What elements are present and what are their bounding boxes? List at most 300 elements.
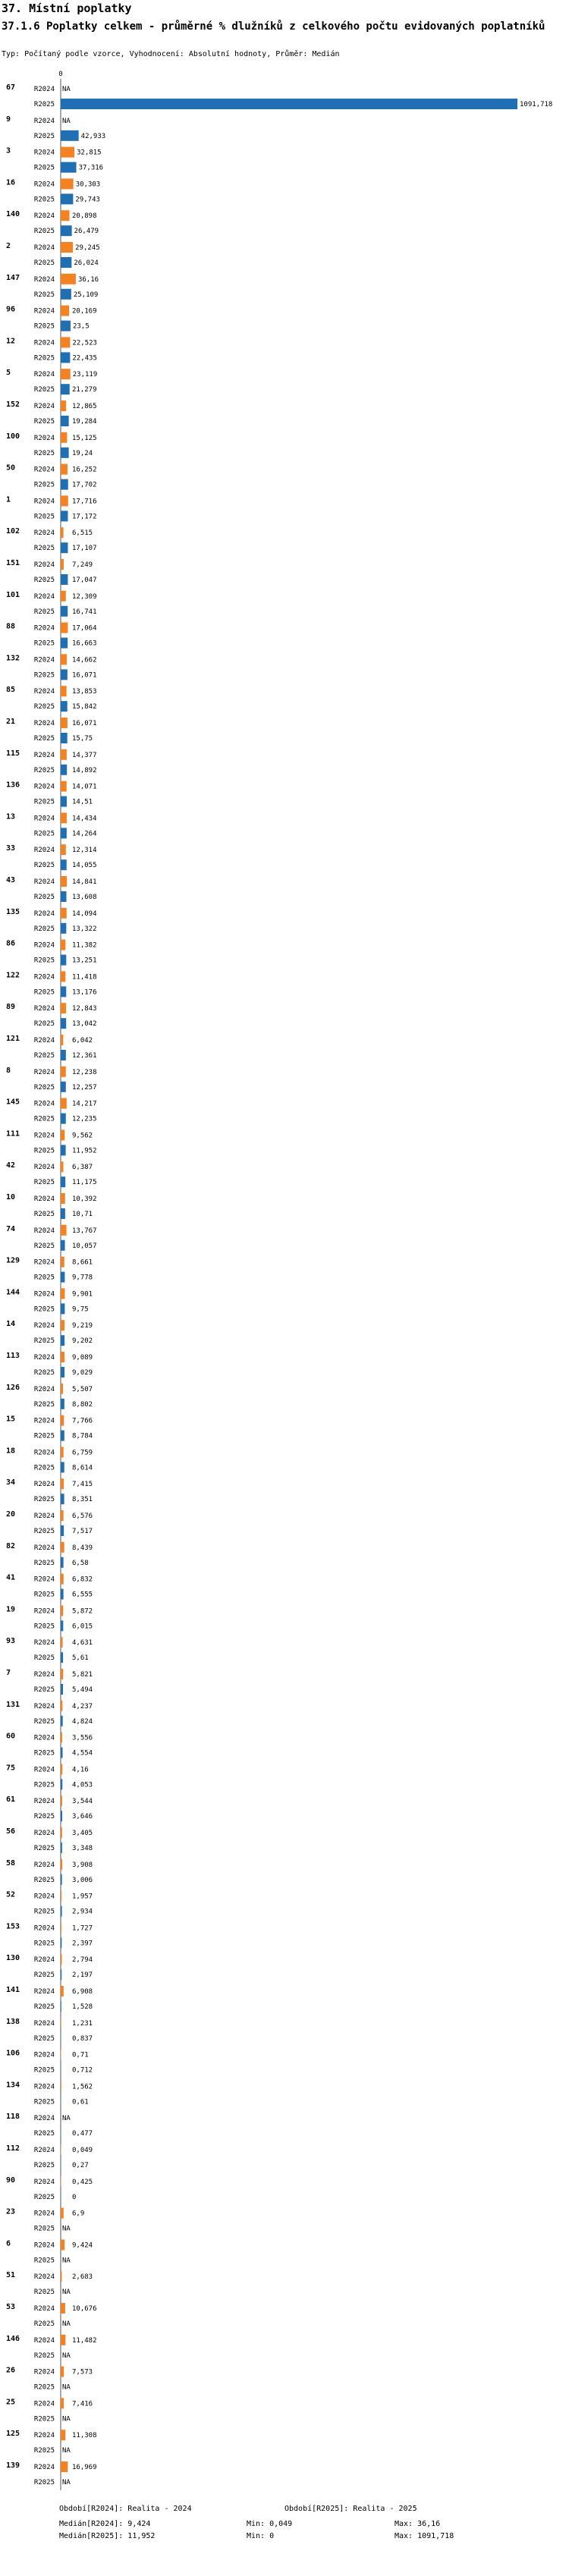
value-label: 11,175 [72, 1179, 97, 1187]
series-label: R2025 [33, 1147, 55, 1155]
series-label: R2024 [33, 592, 55, 601]
row-id-label: 33 [6, 844, 16, 853]
bar-r2024 [61, 1986, 64, 1996]
min-2024: Min: 0,049 [247, 2520, 293, 2528]
value-label: 15,75 [72, 735, 93, 743]
value-label: 29,743 [75, 196, 100, 204]
bar-r2025 [61, 1620, 63, 1631]
value-label: 32,815 [77, 149, 102, 157]
bar-r2025 [61, 510, 68, 521]
series-label: R2024 [33, 403, 55, 410]
value-label: NA [62, 2447, 71, 2455]
series-label: R2024 [33, 339, 55, 347]
series-label: R2024 [33, 878, 55, 886]
row-id-label: 9 [6, 115, 11, 124]
bar-r2024 [61, 210, 70, 221]
row-id-label: 90 [6, 2175, 16, 2185]
bar-r2025 [61, 923, 66, 934]
bar-r2024 [61, 1701, 62, 1711]
bar-r2024 [61, 718, 68, 728]
series-label: R2024 [33, 1702, 55, 1711]
series-label: R2024 [33, 2305, 55, 2313]
value-label: 14,841 [72, 878, 97, 886]
row-id-label: 136 [6, 781, 20, 790]
series-label: R2024 [33, 1354, 55, 1362]
median-2025: Medián[R2025]: 11,952 [59, 2532, 156, 2540]
value-label: 12,314 [72, 847, 97, 855]
row-id-label: 96 [6, 305, 16, 314]
value-label: 29,245 [75, 244, 100, 252]
bar-r2024 [61, 1098, 67, 1109]
bar-r2025 [61, 225, 72, 236]
value-label: 4,237 [72, 1702, 93, 1711]
value-label: 9,901 [72, 1290, 93, 1299]
series-label: R2024 [33, 149, 55, 157]
bar-r2025 [61, 1208, 65, 1219]
series-label: R2024 [33, 1861, 55, 1869]
series-label: R2024 [33, 1734, 55, 1742]
series-label: R2024 [33, 2336, 55, 2345]
series-label: R2025 [33, 1242, 55, 1250]
value-label: 12,238 [72, 1068, 97, 1076]
value-label: 10,676 [72, 2305, 97, 2313]
legend-period-2025: Období[R2025]: Realita - 2025 [284, 2505, 417, 2513]
value-label: NA [62, 2351, 71, 2360]
series-label: R2024 [33, 561, 55, 569]
series-label: R2024 [33, 1956, 55, 1965]
bar-r2025 [61, 1557, 64, 1568]
series-label: R2024 [33, 1988, 55, 1996]
series-label: R2025 [33, 1528, 55, 1535]
value-label: 16,071 [72, 720, 97, 727]
bar-r2024 [61, 337, 70, 347]
row-id-label: 60 [6, 1732, 16, 1741]
series-label: R2024 [33, 212, 55, 221]
value-label: 0,71 [72, 2051, 89, 2059]
series-label: R2025 [33, 703, 55, 712]
value-label: 12,257 [72, 1083, 97, 1092]
bar-r2024 [61, 432, 67, 443]
series-label: R2025 [33, 1052, 55, 1060]
bar-r2024 [61, 1954, 62, 1965]
row-id-label: 132 [6, 654, 20, 663]
series-label: R2025 [33, 1559, 55, 1567]
series-label: R2025 [33, 1369, 55, 1377]
row-id-label: 100 [6, 432, 20, 441]
row-id-label: 10 [6, 1193, 16, 1202]
row-id-label: 85 [6, 686, 16, 695]
bar-r2024 [61, 591, 66, 602]
value-label: 22,523 [72, 339, 97, 347]
value-label: 8,614 [72, 1464, 93, 1472]
axis-tick-label: 0 [58, 71, 63, 78]
value-label: 1,231 [72, 2019, 93, 2028]
bar-r2025 [61, 986, 66, 997]
series-label: R2024 [33, 1798, 55, 1806]
value-label: 6,58 [72, 1559, 89, 1567]
series-label: R2024 [33, 181, 55, 189]
series-label: R2024 [33, 1481, 55, 1489]
value-label: 14,094 [72, 909, 97, 918]
series-label: R2025 [33, 639, 55, 648]
value-label: 25,109 [73, 291, 99, 299]
value-label: 16,663 [72, 639, 97, 648]
row-id-label: 20 [6, 1510, 16, 1519]
bar-r2025 [61, 1272, 64, 1283]
row-id-label: 126 [6, 1383, 20, 1392]
series-label: R2025 [33, 132, 55, 140]
value-label: 12,361 [72, 1052, 97, 1060]
value-label: 2,794 [72, 1956, 93, 1965]
series-label: R2025 [33, 2479, 55, 2486]
value-label: 4,053 [72, 1781, 93, 1789]
series-label: R2025 [33, 1717, 55, 1726]
row-id-label: 151 [6, 559, 20, 567]
bar-r2024 [61, 2461, 68, 2472]
bar-r2025 [61, 1811, 62, 1821]
row-id-label: 18 [6, 1447, 16, 1456]
series-label: R2024 [33, 1322, 55, 1330]
value-label: 1,957 [72, 1893, 93, 1901]
value-label: 14,51 [72, 798, 93, 806]
series-label: R2025 [33, 1813, 55, 1821]
value-label: 1,562 [72, 2083, 93, 2091]
bar-r2025 [61, 606, 68, 617]
series-label: R2025 [33, 101, 55, 108]
series-label: R2025 [33, 1083, 55, 1092]
bar-r2024 [61, 1320, 64, 1330]
row-id-label: 122 [6, 971, 20, 980]
row-id-label: 147 [6, 273, 20, 282]
series-label: R2024 [33, 371, 55, 379]
value-label: 3,556 [72, 1734, 93, 1742]
series-label: R2024 [33, 1924, 55, 1933]
value-label: 6,832 [72, 1575, 93, 1584]
series-label: R2024 [33, 1766, 55, 1774]
value-label: 6,576 [72, 1513, 93, 1520]
row-id-label: 125 [6, 2430, 20, 2439]
series-label: R2025 [33, 894, 55, 901]
row-id-label: 14 [6, 1320, 16, 1329]
bar-r2024 [61, 559, 64, 570]
value-label: 14,892 [72, 766, 97, 774]
row-id-label: 67 [6, 83, 16, 92]
value-label: 0 [72, 2193, 77, 2201]
row-id-label: 53 [6, 2303, 16, 2311]
value-label: 17,107 [72, 545, 97, 553]
series-label: R2024 [33, 2400, 55, 2408]
series-label: R2025 [33, 196, 55, 204]
value-label: 6,515 [72, 529, 93, 538]
value-label: 13,767 [72, 1227, 97, 1235]
series-label: R2025 [33, 1115, 55, 1123]
bar-r2024 [61, 749, 67, 760]
series-label: R2024 [33, 1100, 55, 1108]
value-label: 9,202 [72, 1337, 93, 1346]
bar-r2025 [61, 1684, 63, 1695]
bar-r2025 [61, 1240, 65, 1251]
value-label: 13,853 [72, 688, 97, 696]
value-label: 6,9 [72, 2210, 85, 2218]
value-label: 9,75 [72, 1305, 89, 1314]
row-id-label: 51 [6, 2271, 16, 2280]
series-label: R2024 [33, 1544, 55, 1552]
value-label: 8,439 [72, 1544, 93, 1552]
bar-r2024 [61, 623, 68, 633]
row-id-label: 112 [6, 2144, 20, 2153]
value-label: 3,646 [72, 1813, 93, 1821]
series-label: R2024 [33, 1575, 55, 1584]
bar-r2024 [61, 1035, 63, 1045]
bar-r2025 [61, 955, 66, 966]
row-id-label: 152 [6, 401, 20, 409]
value-label: 8,784 [72, 1432, 93, 1440]
value-label: 13,608 [72, 894, 97, 901]
value-label: 13,042 [72, 1020, 97, 1029]
series-label: R2025 [33, 1749, 55, 1758]
series-label: R2024 [33, 1068, 55, 1076]
value-label: 6,015 [72, 1623, 93, 1631]
bar-r2024 [61, 1225, 67, 1236]
value-label: 17,047 [72, 576, 97, 584]
value-label: 8,351 [72, 1496, 93, 1504]
row-id-label: 56 [6, 1827, 16, 1836]
value-label: 16,741 [72, 608, 97, 616]
bar-r2024 [61, 2303, 65, 2314]
bar-r2024 [61, 2239, 64, 2250]
bar-r2024 [61, 401, 66, 411]
series-label: R2025 [33, 1591, 55, 1599]
series-label: R2025 [33, 576, 55, 584]
row-id-label: 153 [6, 1922, 20, 1931]
row-id-label: 58 [6, 1858, 16, 1868]
chart-subtitle: Typ: Počítaný podle vzorce, Vyhodnocení: Absolutní hodnoty, Průměr: Medián [2, 50, 340, 58]
value-label: 23,119 [72, 371, 98, 379]
bar-r2024 [61, 876, 67, 887]
value-label: 11,952 [72, 1147, 97, 1155]
series-label: R2025 [33, 1211, 55, 1218]
value-label: NA [62, 2289, 71, 2297]
row-id-label: 43 [6, 876, 16, 884]
value-label: 11,308 [72, 2432, 97, 2440]
value-label: 7,416 [72, 2400, 93, 2408]
value-label: 1,727 [72, 1924, 93, 1933]
row-id-label: 113 [6, 1352, 20, 1360]
value-label: 42,933 [80, 132, 106, 140]
series-label: R2025 [33, 2130, 55, 2138]
series-label: R2025 [33, 2225, 55, 2233]
chart-title: 37.1.6 Poplatky celkem - průměrné % dlužníků z celkového počtu evidovaných poplatníků [2, 20, 545, 33]
series-label: R2025 [33, 1971, 55, 1980]
series-label: R2025 [33, 1496, 55, 1504]
series-label: R2024 [33, 466, 55, 474]
value-label: 0,425 [72, 2178, 93, 2186]
series-label: R2024 [33, 2210, 55, 2218]
bar-r2024 [61, 1257, 64, 1268]
series-label: R2024 [33, 2115, 55, 2123]
bar-r2025 [61, 1462, 64, 1472]
value-label: 7,249 [72, 561, 93, 569]
series-label: R2025 [33, 1845, 55, 1852]
bar-r2024 [61, 1129, 64, 1140]
value-label: 4,631 [72, 1639, 93, 1648]
series-label: R2024 [33, 2178, 55, 2186]
series-label: R2024 [33, 656, 55, 664]
value-label: 8,802 [72, 1400, 93, 1409]
series-label: R2024 [33, 434, 55, 442]
value-label: 23,5 [72, 322, 90, 331]
row-id-label: 61 [6, 1795, 16, 1805]
bar-r2024 [61, 242, 73, 253]
bar-r2025 [61, 1303, 64, 1314]
value-label: 6,555 [72, 1591, 93, 1599]
series-label: R2024 [33, 2147, 55, 2154]
series-label: R2025 [33, 957, 55, 965]
series-label: R2024 [33, 275, 55, 284]
bar-r2024 [61, 1447, 64, 1457]
series-label: R2025 [33, 671, 55, 680]
series-label: R2024 [33, 1037, 55, 1045]
series-label: R2024 [33, 1893, 55, 1901]
value-label: 14,217 [72, 1100, 97, 1108]
series-label: R2024 [33, 2051, 55, 2059]
series-label: R2025 [33, 862, 55, 870]
bar-r2025 [61, 891, 67, 902]
value-label: 6,908 [72, 1988, 93, 1996]
row-id-label: 2 [6, 242, 11, 250]
series-label: R2024 [33, 1513, 55, 1520]
max-2024: Max: 36,16 [395, 2520, 441, 2528]
value-label: 11,382 [72, 941, 97, 950]
value-label: 7,415 [72, 1481, 93, 1489]
value-label: 12,865 [72, 403, 97, 410]
bar-r2025 [61, 1431, 64, 1441]
bar-r2025 [61, 1779, 62, 1789]
bar-r2024 [61, 781, 67, 792]
series-label: R2025 [33, 988, 55, 997]
series-label: R2025 [33, 2034, 55, 2043]
bar-r2024 [61, 686, 67, 696]
bar-r2025 [61, 1842, 62, 1853]
bar-r2025 [61, 1716, 63, 1726]
series-label: R2025 [33, 1020, 55, 1029]
bar-r2024 [61, 1542, 64, 1553]
value-label: 3,544 [72, 1798, 93, 1806]
value-label: NA [62, 2479, 71, 2486]
series-label: R2025 [33, 259, 55, 267]
value-label: 12,235 [72, 1115, 97, 1123]
bar-r2024 [61, 654, 67, 664]
value-label: 9,424 [72, 2241, 93, 2250]
bar-r2025 [61, 352, 70, 363]
value-label: 0,712 [72, 2066, 93, 2075]
value-label: 26,024 [74, 259, 99, 267]
bar-r2024 [61, 306, 69, 316]
bar-r2024 [61, 369, 71, 379]
value-label: 14,377 [72, 751, 97, 759]
row-id-label: 131 [6, 1700, 20, 1709]
row-id-label: 1 [6, 495, 11, 504]
row-id-label: 5 [6, 369, 11, 378]
value-label: 9,219 [72, 1322, 93, 1330]
value-label: 20,169 [72, 307, 97, 316]
value-label: 0,049 [72, 2147, 93, 2154]
value-label: 16,071 [72, 671, 97, 680]
value-label: 7,517 [72, 1528, 93, 1535]
bar-r2025 [61, 828, 67, 838]
bar-r2024 [61, 908, 67, 919]
value-label: NA [62, 2415, 71, 2424]
series-label: R2024 [33, 2273, 55, 2282]
value-label: 10,392 [72, 1195, 97, 1203]
value-label: 26,479 [74, 228, 99, 236]
value-label: 17,702 [72, 481, 97, 489]
series-label: R2024 [33, 909, 55, 918]
row-id-label: 139 [6, 2461, 20, 2470]
value-label: 20,898 [72, 212, 97, 221]
max-2025: Max: 1091,718 [395, 2532, 454, 2540]
bar-r2025 [61, 1494, 64, 1504]
row-id-label: 130 [6, 1954, 20, 1963]
value-label: 6,387 [72, 1164, 93, 1172]
series-label: R2024 [33, 498, 55, 506]
value-label: 17,172 [72, 513, 97, 521]
value-label: 11,482 [72, 2336, 97, 2345]
series-label: R2024 [33, 1195, 55, 1203]
bar-r2025 [61, 193, 73, 204]
row-id-label: 135 [6, 907, 20, 916]
series-label: R2025 [33, 1940, 55, 1948]
value-label: NA [62, 2225, 71, 2233]
bar-r2025 [61, 701, 68, 712]
series-label: R2025 [33, 2415, 55, 2424]
value-label: NA [62, 2320, 71, 2328]
value-label: 14,071 [72, 783, 97, 791]
bar-r2025 [61, 479, 68, 490]
value-label: NA [62, 86, 71, 93]
row-id-label: 86 [6, 939, 16, 948]
bar-r2025 [61, 1399, 64, 1409]
value-label: 14,662 [72, 656, 97, 664]
bar-r2025 [61, 1114, 66, 1124]
bar-r2024 [61, 527, 64, 538]
series-label: R2025 [33, 1781, 55, 1789]
value-label: 5,61 [72, 1654, 89, 1663]
bar-r2025 [61, 1335, 64, 1346]
bar-r2024 [61, 147, 74, 158]
value-label: 10,71 [72, 1211, 93, 1218]
series-label: R2024 [33, 2241, 55, 2250]
value-label: 9,562 [72, 1132, 93, 1140]
series-label: R2024 [33, 847, 55, 855]
series-label: R2024 [33, 1417, 55, 1425]
series-label: R2024 [33, 244, 55, 252]
bar-r2024 [61, 1193, 65, 1204]
bar-r2025 [61, 733, 68, 743]
bar-r2025 [61, 384, 70, 394]
bar-r2024 [61, 844, 66, 855]
value-label: 4,16 [72, 1766, 89, 1774]
series-label: R2024 [33, 624, 55, 633]
bar-r2024 [61, 1637, 63, 1648]
series-label: R2025 [33, 608, 55, 616]
row-id-label: 21 [6, 718, 16, 726]
series-label: R2025 [33, 925, 55, 933]
value-label: 0,27 [72, 2162, 89, 2169]
row-id-label: 50 [6, 463, 16, 473]
series-label: R2025 [33, 2162, 55, 2169]
bar-r2025 [61, 1748, 63, 1758]
